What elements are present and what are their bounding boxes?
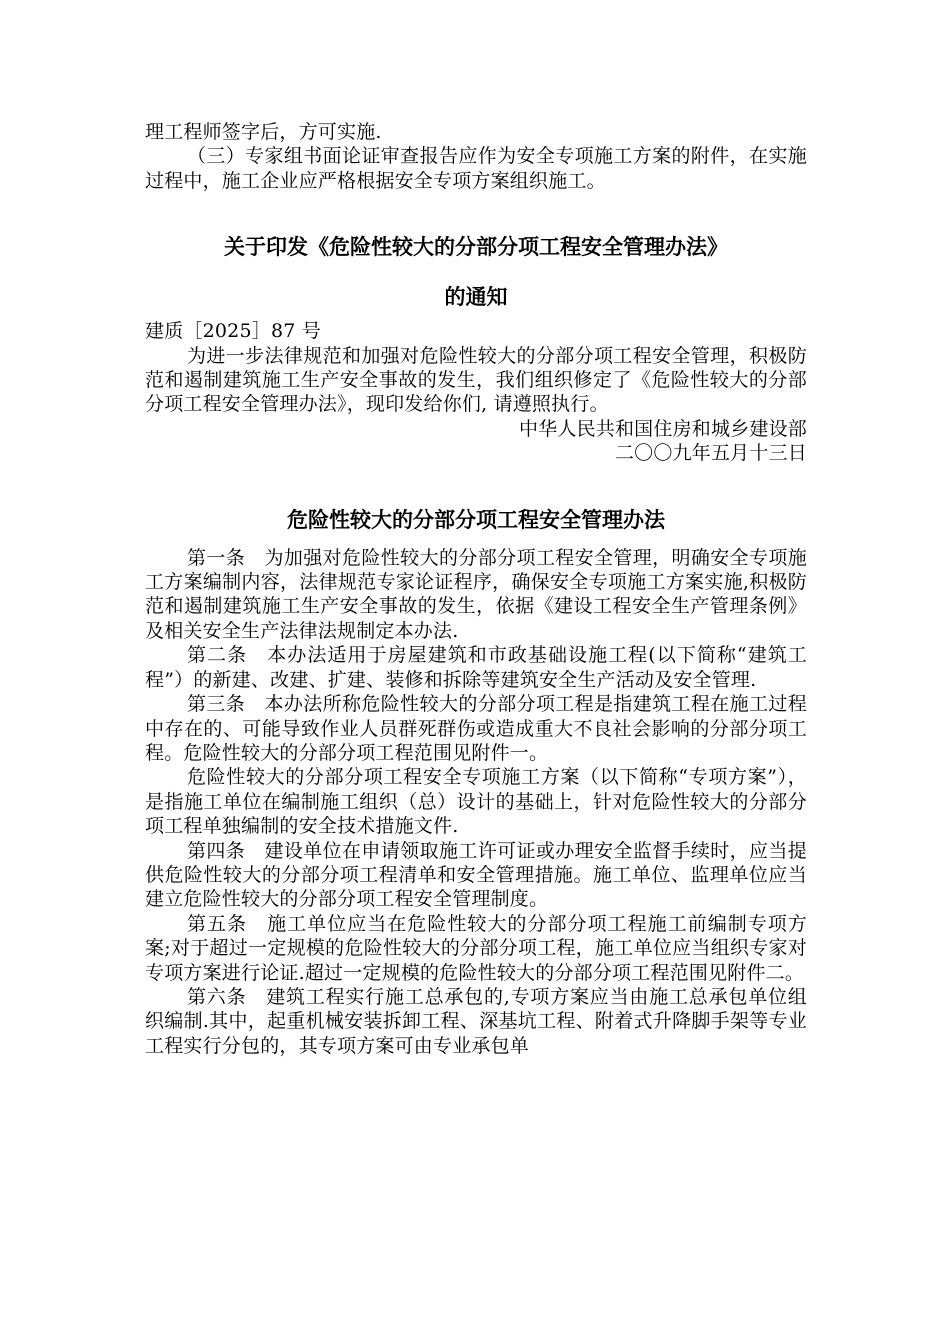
notice-title-line-1: 关于印发《危险性较大的分部分项工程安全管理办法》 [224,235,728,260]
notice-title-line-2: 的通知 [444,285,508,310]
article-1: 第一条 为加强对危险性较大的分部分项工程安全管理，明确安全专项施工方案编制内容，法律规范专家论证程序，确保安全专项施工方案实施,积极防范和遏制建筑施工生产安全事故的发生，依据《建设工程安全生产管理条例》及相关安全生产法律法规制定本办法. [145,546,807,642]
article-5: 第五条 施工单位应当在危险性较大的分部分项工程施工前编制专项方案;对于超过一定规模的危险性较大的分部分项工程，施工单位应当组织专家对专项方案进行论证.超过一定规模的危险性较大的分部分项工程范围见附件二。 [145,912,807,984]
article-6: 第六条 建筑工程实行施工总承包的,专项方案应当由施工总承包单位组织编制.其中，起重机械安装拆卸工程、深基坑工程、附着式升降脚手架等专业工程实行分包的，其专项方案可由专业承包单 [145,985,807,1057]
article-4: 第四条 建设单位在申请领取施工许可证或办理安全监督手续时，应当提供危险性较大的分部分项工程清单和安全管理措施。施工单位、监理单位应当建立危险性较大的分部分项工程安全管理制度。 [145,839,807,911]
issue-date: 二〇〇九年五月十三日 [614,442,807,465]
article-2: 第二条 本办法适用于房屋建筑和市政基础设施工程(以下简称“建筑工程”）的新建、改建、扩建、装修和拆除等建筑安全生产活动及安全管理. [145,644,807,691]
measures-title: 危险性较大的分部分项工程安全管理办法 [287,507,665,532]
article-3: 第三条 本办法所称危险性较大的分部分项工程是指建筑工程在施工过程中存在的、可能导致作业人员群死群伤或造成重大不良社会影响的分部分项工程。危险性较大的分部分项工程范围见附件一。 [145,693,807,764]
notice-body: 为进一步法律规范和加强对危险性较大的分部分项工程安全管理，积极防范和遏制建筑施工生产安全事故的发生，我们组织修定了《危险性较大的分部分项工程安全管理办法》，现印发给你们, 请遵照执行。 [145,344,807,416]
issuer-signature: 中华人民共和国住房和城乡建设部 [518,417,807,440]
article-3-continuation: 危险性较大的分部分项工程安全专项施工方案（以下简称“专项方案”），是指施工单位在编制施工组织（总）设计的基础上，针对危险性较大的分部分项工程单独编制的安全技术措施文件. [145,766,807,838]
paragraph-item-three: （三）专家组书面论证审查报告应作为安全专项施工方案的附件，在实施过程中，施工企业应严格根据安全专项方案组织施工。 [145,145,807,192]
document-page [145,120,807,1058]
paragraph-continuation: 理工程师签字后，方可实施. [145,121,382,143]
document-number: 建质［2025］87 号 [145,320,321,343]
